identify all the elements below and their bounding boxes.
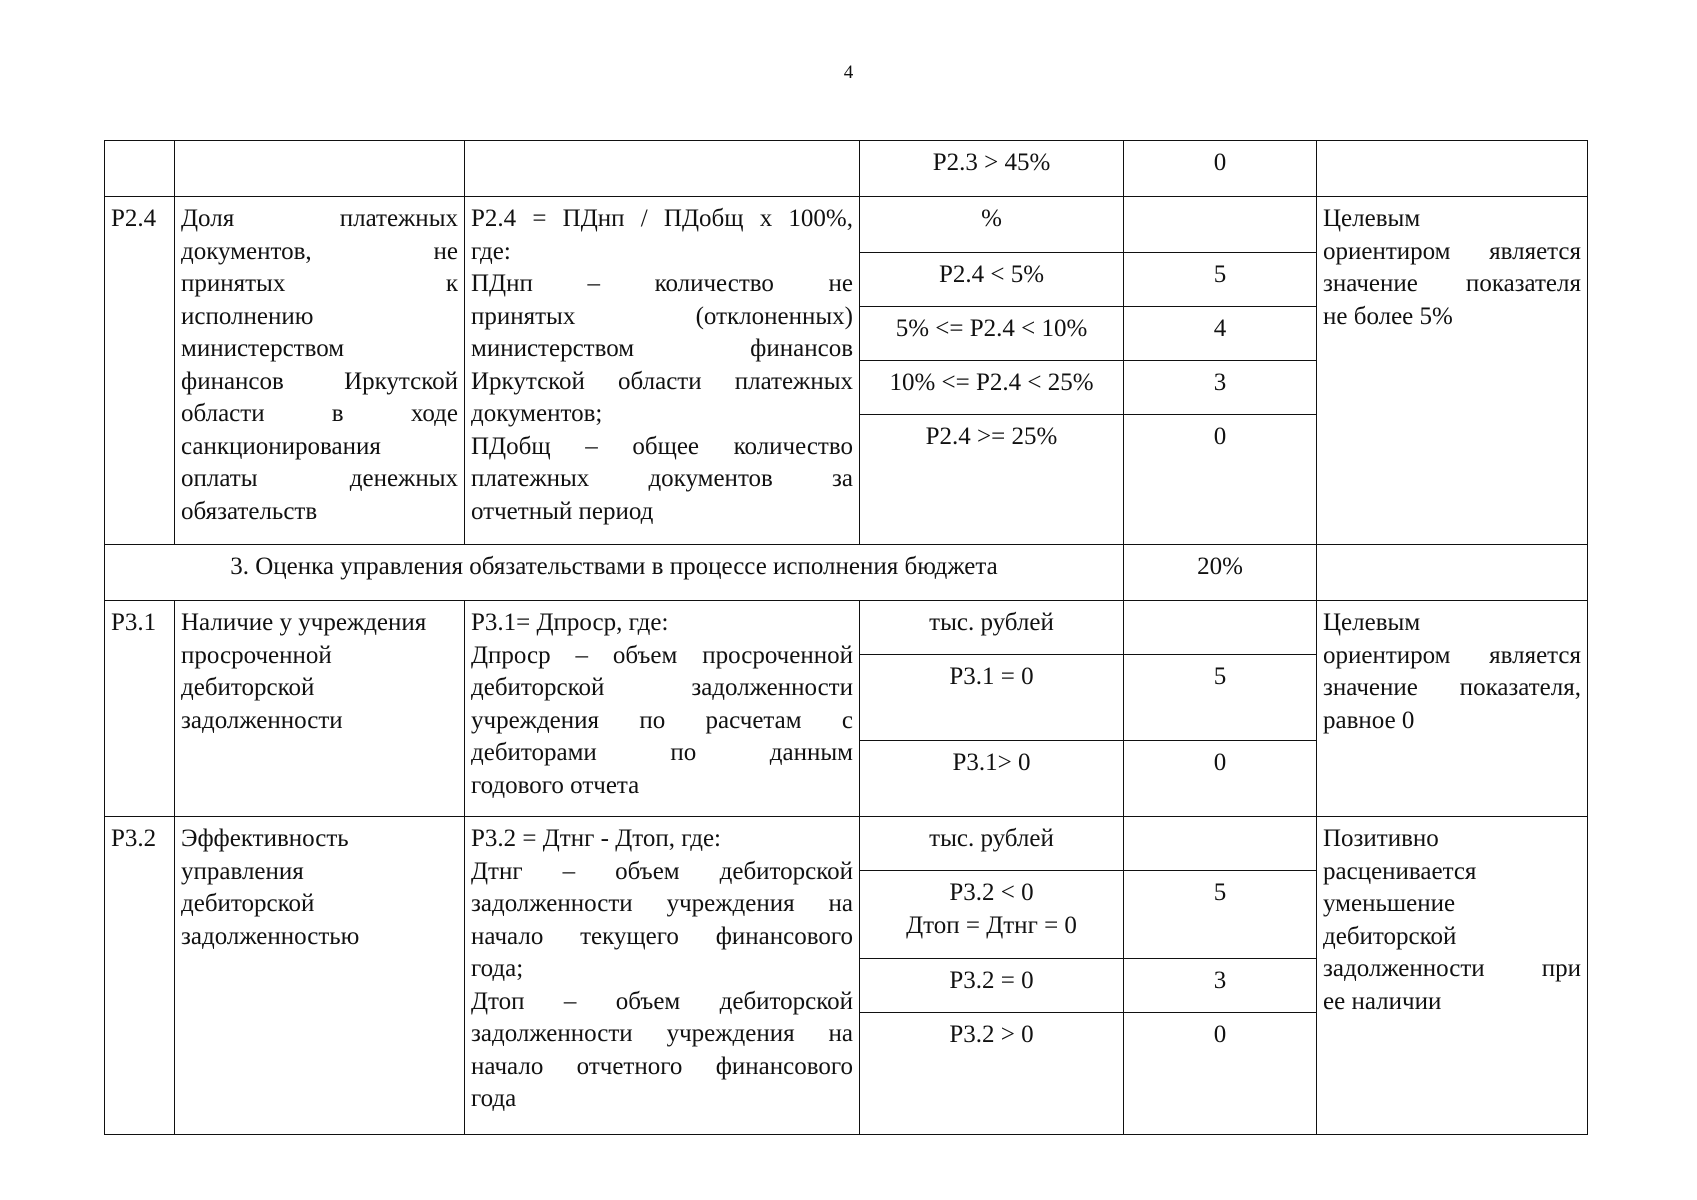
criterion-cell: P3.1> 0 <box>860 741 1124 817</box>
score-cell: 0 <box>1124 741 1317 817</box>
indicator-formula: P3.2 = Дтнг - Дтоп, где: Дтнг – объем дебиторской задолженности учреждения на начало текущего финансового года; Дтоп – объем дебиторской задолженности учреждения на начало отчетного финансового года <box>465 817 860 1135</box>
score-cell: 5 <box>1124 655 1317 741</box>
indicator-comment: Позитивно расценивается уменьшение дебиторской задолженности при ее наличии <box>1317 817 1588 1135</box>
indicator-name: Эффективность управления дебиторской задолженностью <box>175 817 465 1135</box>
criterion-cell: P3.2 < 0 Дтоп = Дтнг = 0 <box>860 871 1124 959</box>
criterion-cell: 5% <= P2.4 < 10% <box>860 307 1124 361</box>
cell-empty-formula <box>465 141 860 197</box>
section-title: 3. Оценка управления обязательствами в процессе исполнения бюджета <box>105 545 1124 601</box>
row-p24-unit <box>105 197 1588 253</box>
unit-cell: тыс. рублей <box>860 601 1124 655</box>
unit-cell: % <box>860 197 1124 253</box>
score-cell: 5 <box>1124 253 1317 307</box>
unit-cell: тыс. рублей <box>860 817 1124 871</box>
indicator-comment: Целевым ориентиром является значение показателя не более 5% <box>1317 197 1588 545</box>
score-cell: 3 <box>1124 361 1317 415</box>
row-section-3 <box>105 545 1588 601</box>
criterion-cell: P3.1 = 0 <box>860 655 1124 741</box>
indicator-code: P3.2 <box>105 817 175 1135</box>
criterion-cell: P2.4 >= 25% <box>860 415 1124 545</box>
cell-empty-comment <box>1317 141 1588 197</box>
criterion-cell: P3.2 = 0 <box>860 959 1124 1013</box>
score-cell: 0 <box>1124 141 1317 197</box>
row-p23-tail <box>105 141 1588 197</box>
indicator-code: P2.4 <box>105 197 175 545</box>
criterion-cell: P3.2 > 0 <box>860 1013 1124 1135</box>
cell-empty-comment <box>1317 545 1588 601</box>
score-cell: 0 <box>1124 415 1317 545</box>
indicators-table <box>104 140 1588 1135</box>
indicator-name: Доля платежных документов, не принятых к исполнению министерством финансов Иркутской области в ходе санкционирования оплаты денежных обязательств <box>175 197 465 545</box>
score-cell: 3 <box>1124 959 1317 1013</box>
criterion-cell: P2.3 > 45% <box>860 141 1124 197</box>
criterion-cell: 10% <= P2.4 < 25% <box>860 361 1124 415</box>
page-number: 4 <box>843 62 854 83</box>
score-cell: 5 <box>1124 871 1317 959</box>
indicator-formula: P3.1= Дпроср, где: Дпроср – объем просроченной дебиторской задолженности учреждения по расчетам с дебиторами по данным годового отчета <box>465 601 860 817</box>
score-cell <box>1124 601 1317 655</box>
score-cell <box>1124 817 1317 871</box>
criterion-cell: P2.4 < 5% <box>860 253 1124 307</box>
row-p32-unit <box>105 817 1588 871</box>
indicator-code: P3.1 <box>105 601 175 817</box>
cell-empty-name <box>175 141 465 197</box>
score-cell: 4 <box>1124 307 1317 361</box>
section-weight: 20% <box>1124 545 1317 601</box>
row-p31-unit <box>105 601 1588 655</box>
cell-empty-code <box>105 141 175 197</box>
indicator-name: Наличие у учреждения просроченной дебиторской задолженности <box>175 601 465 817</box>
score-cell: 0 <box>1124 1013 1317 1135</box>
score-cell <box>1124 197 1317 253</box>
indicator-comment: Целевым ориентиром является значение показателя, равное 0 <box>1317 601 1588 817</box>
indicator-formula: P2.4 = ПДнп / ПДобщ x 100%, где: ПДнп – количество не принятых (отклоненных) министерством финансов Иркутской области платежных документов; ПДобщ – общее количество платежных документов за отчетный период <box>465 197 860 545</box>
